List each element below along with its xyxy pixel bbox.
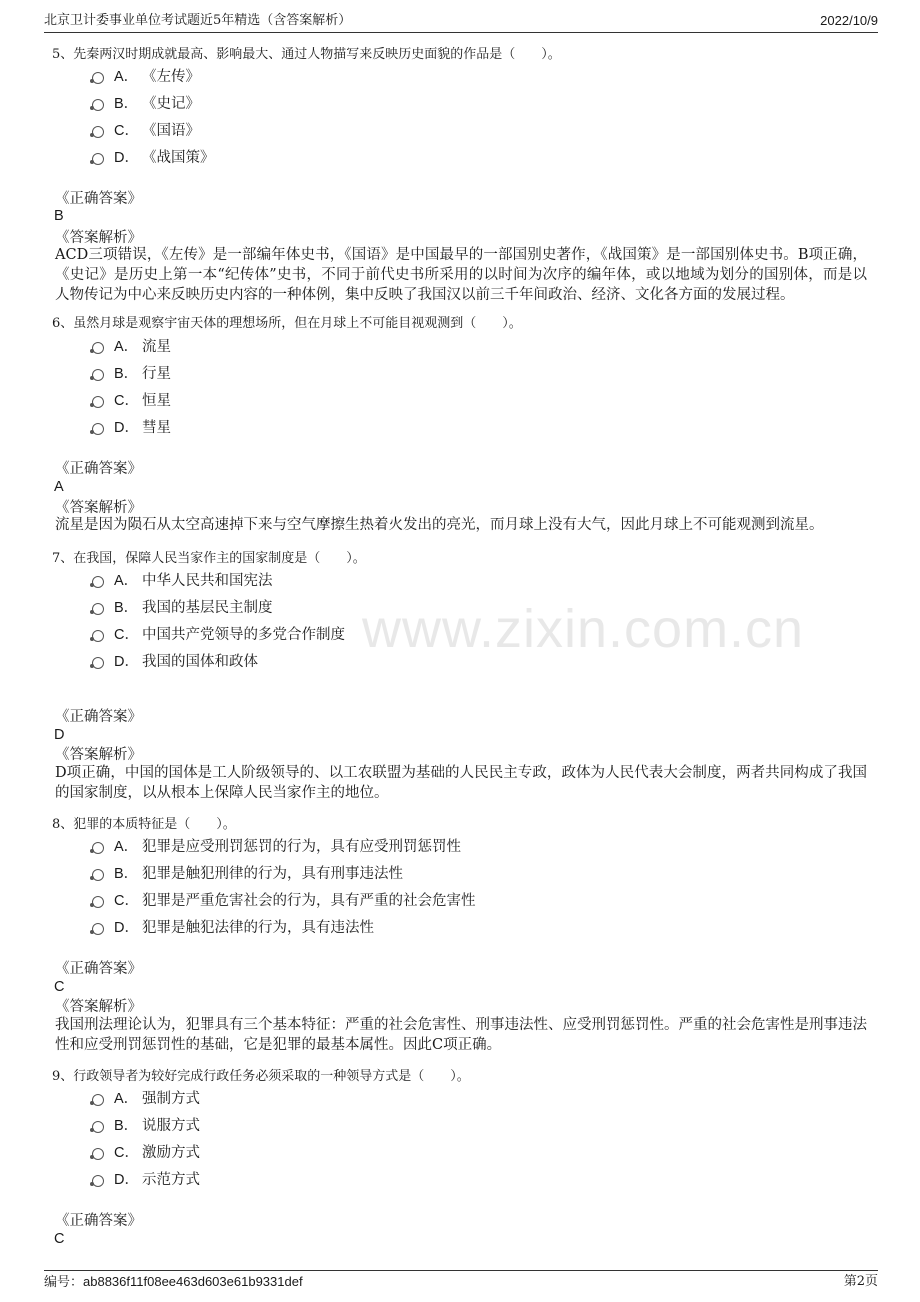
correct-answer: D <box>54 727 65 743</box>
page-footer <box>44 1270 878 1293</box>
analysis-text: 我国刑法理论认为，犯罪具有三个基本特征：严重的社会危害性、刑事违法性、应受刑罚惩罚性。严重的社会危害性是刑事违法性和应受刑罚惩罚性的基础，它是犯罪的最基本属性。因此C项正确。 <box>55 1017 867 1053</box>
question-stem: 8、犯罪的本质特征是（ ）。 <box>52 817 236 832</box>
correct-answer: C <box>54 1231 65 1247</box>
answer-label: 《正确答案》 <box>55 1213 142 1229</box>
radio-icon[interactable] <box>92 896 104 908</box>
document-title: 北京卫计委事业单位考试题近5年精选（含答案解析） <box>44 13 352 28</box>
analysis-text: 流星是因为陨石从太空高速掉下来与空气摩擦生热着火发出的亮光，而月球上没有大气，因此月球上不可能观测到流星。 <box>55 517 824 533</box>
correct-answer: C <box>54 979 65 995</box>
watermark: www.zixin.com.cn <box>362 599 805 659</box>
radio-icon[interactable] <box>92 396 104 408</box>
radio-icon[interactable] <box>92 842 104 854</box>
radio-icon[interactable] <box>92 1094 104 1106</box>
radio-icon[interactable] <box>92 1175 104 1187</box>
radio-icon[interactable] <box>92 99 104 111</box>
radio-icon[interactable] <box>92 869 104 881</box>
radio-icon[interactable] <box>92 1121 104 1133</box>
answer-label: 《正确答案》 <box>55 191 142 207</box>
analysis-text: ACD三项错误，《左传》是一部编年体史书，《国语》是中国最早的一部国别史著作，《战国策》是一部国别体史书。B项正确，《史记》是历史上第一本“纪传体”史书，不同于前代史书所采用的以时间为次序的编年体，或以地域为划分的国别体，而是以人物传记为中心来反映历史内容的一种体例，集中反映了我国汉以前三千年间政治、经济、文化各方面的发展过程。 <box>55 247 867 303</box>
analysis-label: 《答案解析》 <box>55 747 142 763</box>
answer-label: 《正确答案》 <box>55 709 142 725</box>
correct-answer: A <box>54 479 64 495</box>
radio-icon[interactable] <box>92 153 104 165</box>
page-number: 第2页 <box>843 1274 878 1289</box>
question-stem: 7、在我国，保障人民当家作主的国家制度是（ ）。 <box>52 551 366 566</box>
page-header <box>44 12 878 33</box>
question-stem: 5、先秦两汉时期成就最高、影响最大、通过人物描写来反映历史面貌的作品是（ ）。 <box>52 47 561 62</box>
analysis-label: 《答案解析》 <box>55 999 142 1015</box>
document-date: 2022/10/9 <box>820 13 878 28</box>
radio-icon[interactable] <box>92 923 104 935</box>
question-stem: 6、虽然月球是观察宇宙天体的理想场所，但在月球上不可能目视观测到（ ）。 <box>52 316 522 331</box>
correct-answer: B <box>54 208 64 224</box>
radio-icon[interactable] <box>92 576 104 588</box>
analysis-label: 《答案解析》 <box>55 500 142 516</box>
answer-label: 《正确答案》 <box>55 461 142 477</box>
radio-icon[interactable] <box>92 603 104 615</box>
radio-icon[interactable] <box>92 342 104 354</box>
radio-icon[interactable] <box>92 423 104 435</box>
radio-icon[interactable] <box>92 630 104 642</box>
answer-label: 《正确答案》 <box>55 961 142 977</box>
analysis-text: D项正确，中国的国体是工人阶级领导的、以工农联盟为基础的人民民主专政，政体为人民代表大会制度，两者共同构成了我国的国家制度，以从根本上保障人民当家作主的地位。 <box>55 765 867 801</box>
radio-icon[interactable] <box>92 126 104 138</box>
radio-icon[interactable] <box>92 369 104 381</box>
radio-icon[interactable] <box>92 1148 104 1160</box>
radio-icon[interactable] <box>92 72 104 84</box>
document-code: 编号：ab8836f11f08ee463d603e61b9331def <box>44 1274 303 1290</box>
analysis-label: 《答案解析》 <box>55 230 142 246</box>
radio-icon[interactable] <box>92 657 104 669</box>
question-stem: 9、行政领导者为较好完成行政任务必须采取的一种领导方式是（ ）。 <box>52 1069 470 1084</box>
